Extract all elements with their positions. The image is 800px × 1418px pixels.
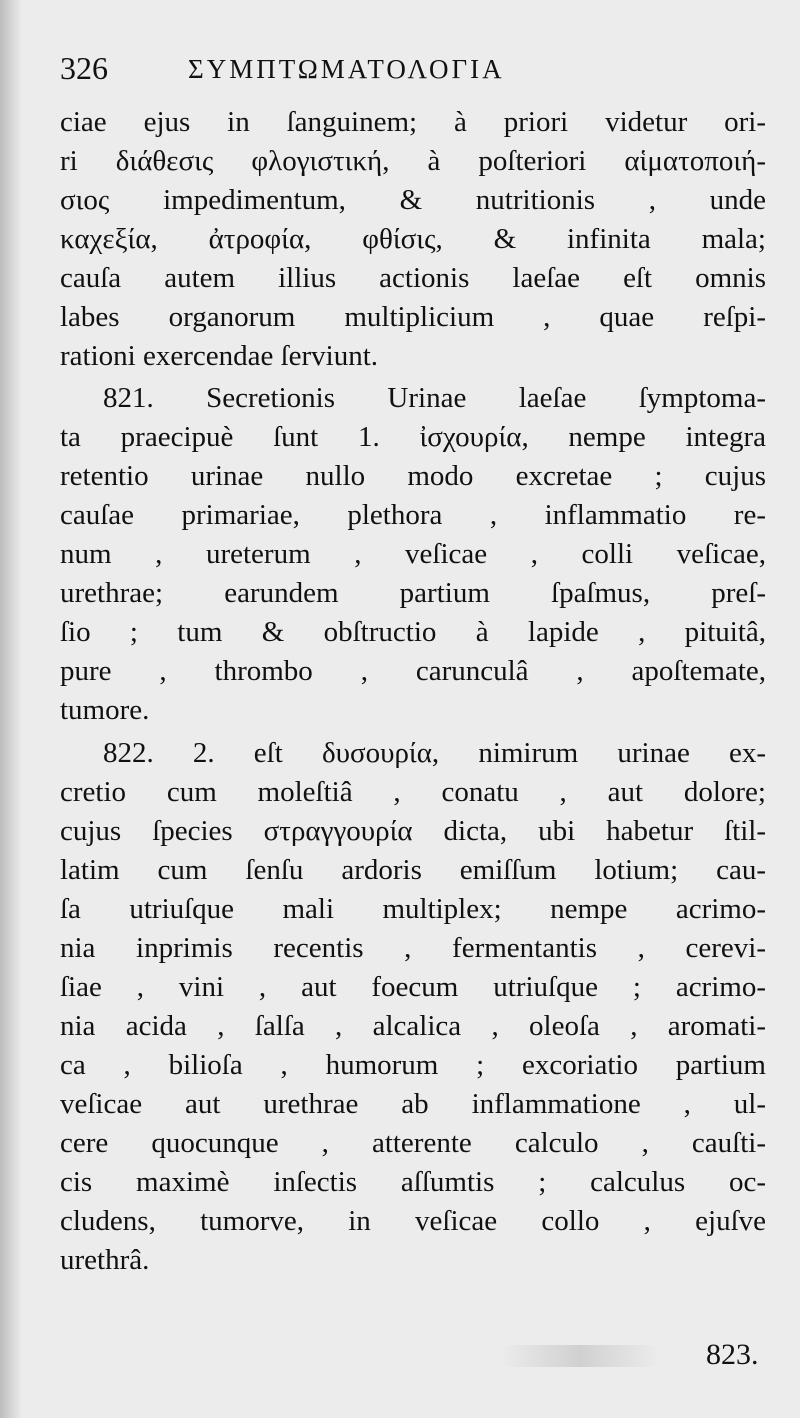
text-line: tumore.: [60, 694, 150, 726]
text-line: urethrâ.: [60, 1244, 150, 1276]
running-title: ΣΥΜΠΤΩΜΑΤΟΛΟΓΙΑ: [188, 54, 505, 84]
text-line: ſiae , vini , aut foecum utriuſque ; acrimo-: [60, 971, 766, 1003]
text-line: σιος impedimentum, & nutritionis , unde: [60, 184, 766, 216]
page-header: [60, 50, 760, 96]
text-line: ſio ; tum & obſtructio à lapide , pituitâ,: [60, 616, 766, 648]
text-line: latim cum ſenſu ardoris emiſſum lotium; cau-: [60, 854, 766, 886]
text-line: καχεξία, ἀτροφία, φθίσις, & infinita mala;: [60, 223, 766, 255]
text-line: cauſae primariae, plethora , inflammatio re-: [60, 499, 766, 531]
text-line: ta praecipuè ſunt 1. ἰσχουρία, nempe integra: [60, 421, 766, 453]
text-line: labes organorum multiplicium , quae reſpi-: [60, 301, 766, 333]
show-through-text: [500, 1345, 660, 1367]
text-line: cis maximè inſectis aſſumtis ; calculus oc-: [60, 1166, 766, 1198]
text-line: ciae ejus in ſanguinem; à priori videtur ori-: [60, 106, 766, 138]
text-line: veſicae aut urethrae ab inflammatione , ul-: [60, 1088, 766, 1120]
catchword: 823.: [706, 1338, 759, 1371]
text-line: cere quocunque , atterente calculo , cauſti-: [60, 1127, 766, 1159]
text-line: cludens, tumorve, in veſicae collo , ejuſve: [60, 1205, 766, 1237]
text-line: retentio urinae nullo modo excretae ; cujus: [60, 460, 766, 492]
text-line: num , ureterum , veſicae , colli veſicae,: [60, 538, 766, 570]
text-line: ſa utriuſque mali multiplex; nempe acrimo-: [60, 893, 766, 925]
text-line: cretio cum moleſtiâ , conatu , aut dolore;: [60, 776, 766, 808]
text-line: nia inprimis recentis , fermentantis , cerevi-: [60, 932, 766, 964]
text-line: ri διάθεσις φλογιστική, à poſteriori αἱματοποιή-: [60, 145, 766, 177]
text-line: nia acida , ſalſa , alcalica , oleoſa , aromati-: [60, 1010, 766, 1042]
text-line: cauſa autem illius actionis laeſae eſt omnis: [60, 262, 766, 294]
text-line: cujus ſpecies στραγγουρία dicta, ubi habetur ſtil-: [60, 815, 766, 847]
page-number: 326: [60, 50, 108, 86]
text-line: pure , thrombo , carunculâ , apoſtemate,: [60, 655, 766, 687]
paragraph-start-821: 821. Secretionis Urinae laeſae ſymptoma-: [103, 382, 766, 414]
text-line: rationi exercendae ſerviunt.: [60, 340, 379, 372]
text-line: ca , bilioſa , humorum ; excoriatio partium: [60, 1049, 766, 1081]
paragraph-start-822: 822. 2. eſt δυσουρία, nimirum urinae ex-: [103, 737, 766, 769]
text-line: urethrae; earundem partium ſpaſmus, preſ-: [60, 577, 766, 609]
